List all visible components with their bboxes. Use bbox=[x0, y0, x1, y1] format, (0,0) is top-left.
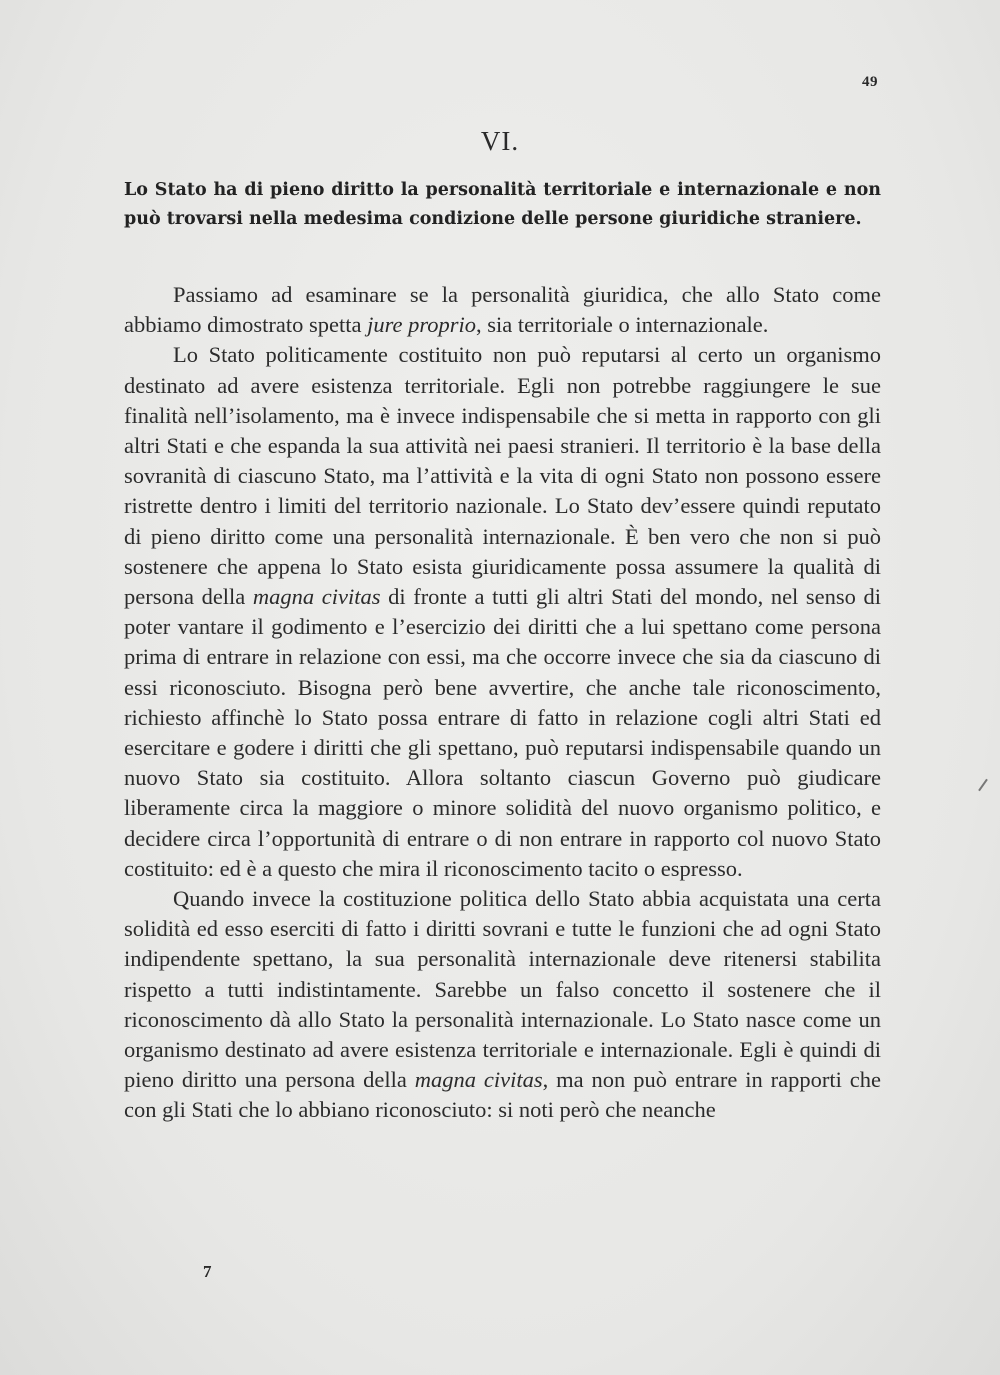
text-run: , sia territoriale o internazionale. bbox=[476, 312, 769, 338]
text-run: di fronte a tutti gli altri Stati del mondo, nel senso di poter vantare il godimento e l’esercizio dei diritti che a lui spettano come persona prima di entrare in relazione con essi, ma che occorre invece che sia da ciascuno di essi riconosciuto. Bisogna però bene avvertire, che anche tale riconoscimento, richiesto affinchè lo Stato possa entrare di fatto in relazione cogli altri Stati ed esercitare e godere i diritti che gli spettano, può reputarsi indispensabile quando un nuovo Stato sia costituito. Allora soltanto ciascun Governo può giudicare liberamente circa la maggiore o minore solidità del nuovo organismo politico, e decidere circa l’opportunità di entrare o di non entrare in rapporto col nuovo Stato costituito: ed è a questo che mira il riconoscimento tacito o espresso. bbox=[124, 584, 882, 881]
italic-term: jure proprio bbox=[367, 312, 477, 338]
body-text bbox=[124, 280, 881, 1126]
signature-mark: 7 bbox=[203, 1262, 212, 1281]
page-number: 49 bbox=[862, 74, 878, 90]
chapter-summary: Lo Stato ha di pieno diritto la personalità territoriale e internazionale e non può trovarsi nella medesima condizione delle persone giuridiche straniere. bbox=[124, 180, 881, 229]
text-run: Quando invece la costituzione politica dello Stato abbia acquistata una certa solidità ed esso eserciti di fatto i diritti sovrani e tutte le funzioni che ad ogni Stato indipendente spettano, la sua personalità internazionale deve ritenersi stabilita rispetto a tutti indistintamente. Sarebbe un falso concetto il sostenere che il riconoscimento dà allo Stato la personalità internazionale. Lo Stato nasce come un organismo destinato ad avere esistenza territoriale e internazionale. Egli è quindi di pieno diritto una persona della bbox=[124, 886, 881, 1093]
text-run: Passiamo ad esaminare se la personalità giuridica, che allo Stato come abbiamo dimostrato spetta bbox=[124, 282, 881, 338]
chapter-heading: VI. bbox=[480, 126, 520, 156]
paragraph bbox=[124, 884, 881, 1126]
text-run: Lo Stato politicamente costituito non può reputarsi al certo un organismo destinato ad avere esistenza territoriale. Egli non potrebbe raggiungere le sue finalità nell’isolamento, ma è invece indispensabile che si metta in rapporto con gli altri Stati e che espanda la sua attività nei paesi stranieri. Il territorio è la base della sovranità di ciascuno Stato, ma l’attività e la vita di ogni Stato non possono essere ristrette dentro i limiti del territorio nazionale. Lo Stato dev’essere quindi reputato di pieno diritto come una personalità internazionale. È ben vero che non si può sostenere che appena lo Stato esista giuridicamente possa assumere la qualità di persona della bbox=[124, 342, 881, 610]
paragraph bbox=[124, 340, 881, 884]
text-run: , ma non può entrare in rapporti che con gli Stati che lo abbiano riconosciuto: si noti però che neanche bbox=[124, 1067, 882, 1123]
margin-pencil-mark bbox=[978, 779, 988, 792]
italic-term: magna civitas bbox=[414, 1067, 543, 1093]
italic-term: magna civitas bbox=[252, 584, 381, 610]
paragraph bbox=[124, 280, 881, 340]
